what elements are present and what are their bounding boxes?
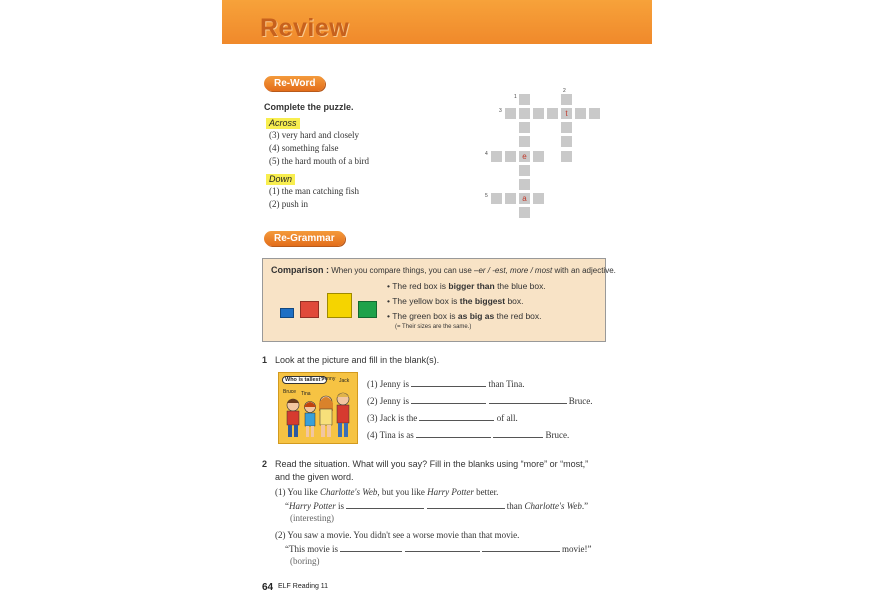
q1-prompt: Look at the picture and fill in the blank(s). bbox=[275, 355, 440, 365]
crossword-cell[interactable] bbox=[546, 107, 559, 120]
workbook-page bbox=[222, 0, 652, 612]
crossword-cell[interactable] bbox=[532, 107, 545, 120]
example-2: • The yellow box is the biggest box. bbox=[387, 296, 524, 306]
q1-item-4: (4) Tina is as Bruce. bbox=[367, 430, 570, 440]
q1-number: 1 bbox=[262, 355, 268, 365]
crossword-cell[interactable]: a bbox=[518, 192, 531, 205]
answer-blank[interactable] bbox=[340, 543, 402, 552]
comparison-desc-1: When you compare things, you can use bbox=[331, 266, 472, 275]
crossword-cell[interactable] bbox=[518, 107, 531, 120]
crossword-cell[interactable]: 5 bbox=[490, 192, 503, 205]
crossword-cell[interactable]: 3 bbox=[504, 107, 517, 120]
answer-blank[interactable] bbox=[482, 543, 560, 552]
comparison-line bbox=[271, 265, 616, 275]
crossword-cell[interactable] bbox=[518, 178, 531, 191]
crossword-cell[interactable] bbox=[560, 121, 573, 134]
example-3: • The green box is as big as the red box. bbox=[387, 311, 542, 321]
banner-title: Review bbox=[260, 14, 350, 42]
review-banner bbox=[222, 0, 652, 44]
answer-blank[interactable] bbox=[489, 395, 567, 404]
crossword-cell[interactable] bbox=[518, 121, 531, 134]
comparison-box bbox=[262, 258, 616, 342]
blue-box bbox=[280, 308, 294, 318]
yellow-box bbox=[327, 293, 352, 318]
q2-item-2-hint: (boring) bbox=[290, 556, 320, 566]
comparison-forms: –er / -est, more / most bbox=[474, 266, 553, 275]
crossword-cell[interactable] bbox=[532, 150, 545, 163]
reword-instruction: Complete the puzzle. bbox=[264, 102, 354, 112]
q2-item-1-line-2: “Harry Potter is than Charlotte's Web.” bbox=[285, 501, 589, 511]
answer-blank[interactable] bbox=[411, 395, 486, 404]
q2-number: 2 bbox=[262, 459, 268, 469]
crossword-cell[interactable] bbox=[560, 135, 573, 148]
crossword-cell[interactable] bbox=[518, 164, 531, 177]
regrammar-label: Re-Grammar bbox=[264, 231, 345, 246]
q1-item-3: (3) Jack is the of all. bbox=[367, 413, 518, 423]
comparison-title: Comparison : bbox=[271, 265, 330, 275]
example-note: (= Their sizes are the same.) bbox=[395, 324, 472, 330]
q1-item-1: (1) Jenny is than Tina. bbox=[367, 379, 525, 389]
q2-prompt-1: Read the situation. What will you say? Fill in the blanks using “more” or “most,” bbox=[275, 459, 589, 469]
crossword-cell[interactable]: t bbox=[560, 107, 573, 120]
crossword-cell[interactable] bbox=[518, 135, 531, 148]
comparison-desc-2: with an adjective. bbox=[554, 266, 616, 275]
answer-blank[interactable] bbox=[427, 500, 505, 509]
answer-blank[interactable] bbox=[416, 429, 491, 438]
page-number: 64 bbox=[262, 582, 274, 593]
crossword-cell[interactable] bbox=[560, 150, 573, 163]
name-tina: Tina bbox=[301, 391, 311, 397]
book-label: ELF Reading 11 bbox=[278, 583, 329, 590]
down-label: Down bbox=[266, 174, 295, 185]
crossword-cell[interactable] bbox=[504, 192, 517, 205]
crossword-cell[interactable]: 4 bbox=[490, 150, 503, 163]
answer-blank[interactable] bbox=[419, 412, 494, 421]
down-clue-1: (1) the man catching fish bbox=[269, 186, 359, 196]
kids-drawing bbox=[279, 373, 357, 443]
green-box bbox=[358, 301, 377, 318]
across-clue-3: (3) very hard and closely bbox=[269, 130, 359, 140]
crossword-cell[interactable] bbox=[588, 107, 601, 120]
red-box bbox=[300, 301, 319, 318]
q1-item-2: (2) Jenny is Bruce. bbox=[367, 396, 593, 406]
across-clue-5: (5) the hard mouth of a bird bbox=[269, 156, 369, 166]
answer-blank[interactable] bbox=[493, 429, 543, 438]
name-bruce: Bruce bbox=[283, 389, 297, 395]
crossword-cell[interactable] bbox=[574, 107, 587, 120]
q2-item-2-line-2: “This movie is movie!” bbox=[285, 544, 592, 554]
crossword-cell[interactable]: 2 bbox=[560, 93, 573, 106]
q2-item-1-hint: (interesting) bbox=[290, 513, 334, 523]
picture-title: Who is tallest? bbox=[282, 376, 327, 384]
crossword-cell[interactable]: e bbox=[518, 150, 531, 163]
crossword-cell[interactable] bbox=[504, 150, 517, 163]
tallest-illustration bbox=[278, 372, 358, 444]
q2-item-1-line-1: (1) You like Charlotte's Web, but you like Harry Potter better. bbox=[275, 487, 499, 497]
crossword-cell[interactable]: 1 bbox=[518, 93, 531, 106]
across-clue-4: (4) something false bbox=[269, 143, 339, 153]
crossword-cell[interactable] bbox=[532, 192, 545, 205]
answer-blank[interactable] bbox=[346, 500, 424, 509]
answer-blank[interactable] bbox=[405, 543, 480, 552]
reword-label: Re-Word bbox=[264, 76, 325, 91]
name-jenny: Jenny bbox=[322, 376, 336, 382]
across-label: Across bbox=[266, 118, 300, 129]
crossword-cell[interactable] bbox=[518, 206, 531, 219]
example-1: • The red box is bigger than the blue box. bbox=[387, 281, 546, 291]
name-jack: Jack bbox=[339, 378, 350, 384]
down-clue-2: (2) push in bbox=[269, 199, 308, 209]
q2-prompt-2: and the given word. bbox=[275, 472, 354, 482]
q2-item-2-line-1: (2) You saw a movie. You didn't see a worse movie than that movie. bbox=[275, 530, 520, 540]
answer-blank[interactable] bbox=[411, 378, 486, 387]
